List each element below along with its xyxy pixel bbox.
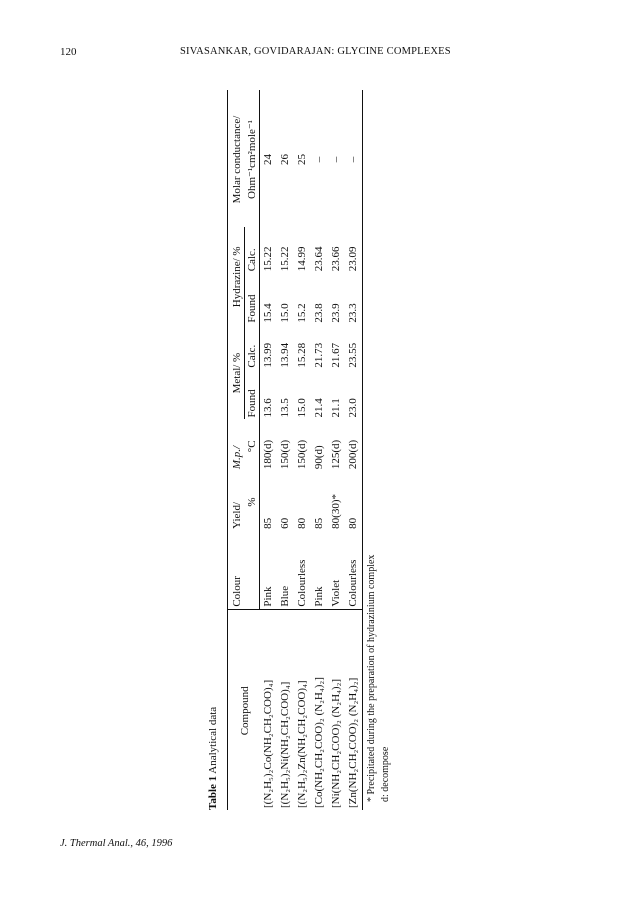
cell-metal-found: 13.6 — [262, 398, 274, 418]
cell-conductance: – — [330, 156, 342, 163]
cell-hydrazine-found: 15.0 — [279, 303, 291, 323]
subheader-metal-found: Found — [245, 370, 260, 420]
table-caption — [207, 707, 219, 810]
cell-metal-found: 21.4 — [313, 398, 325, 418]
cell-metal-calc: 21.67 — [330, 342, 342, 368]
cell-compound: [Zn(NH₂CH₂COO)₂ (N₂H₄)₂] — [345, 609, 363, 810]
header-hydrazine: Hydrazine/ % — [228, 227, 245, 325]
cell-hydrazine-found: 23.3 — [345, 273, 363, 324]
table-row — [260, 90, 278, 810]
note-precipitated: * Precipitated during the preparation of hydrazinium complex — [366, 554, 377, 802]
table-header-row — [228, 90, 245, 810]
table-row — [345, 90, 363, 810]
running-title: SIVASANKAR, GOVIDARAJAN: GLYCINE COMPLEXES — [180, 46, 451, 57]
cell-colour: Colourless — [296, 559, 308, 607]
subheader-colour — [245, 531, 260, 609]
cell-mp: 150(d) — [296, 439, 308, 470]
footer-journal-citation: J. Thermal Anal., 46, 1996 — [60, 838, 173, 849]
cell-hydrazine-calc: 23.66 — [330, 246, 342, 272]
table-row — [311, 90, 328, 810]
cell-compound: [Co(NH₂CH₂COO)₂ (N₂H₄)₂] — [311, 609, 328, 810]
cell-colour: Violet — [330, 579, 342, 607]
cell-yield: 60 — [279, 517, 291, 529]
cell-hydrazine-found: 23.8 — [313, 303, 325, 323]
note-decompose: d: decompose — [380, 746, 391, 802]
subheader-hydrazine-found: Found — [245, 273, 260, 324]
cell-compound: [Ni(NH₂CH₂COO)₂ (N₂H₄)₂] — [328, 609, 345, 810]
cell-hydrazine-calc: 15.22 — [262, 246, 274, 272]
cell-metal-calc: 23.55 — [345, 325, 363, 370]
cell-hydrazine-found: 15.4 — [262, 303, 274, 323]
cell-yield: 80 — [345, 471, 363, 531]
cell-metal-calc: 15.28 — [296, 342, 308, 368]
header-colour: Colour — [228, 531, 245, 609]
cell-colour: Pink — [262, 586, 274, 607]
header-yield: Yield/ — [228, 471, 245, 531]
cell-mp: 125(d) — [330, 439, 342, 470]
cell-hydrazine-found: 15.2 — [296, 303, 308, 323]
subheader-conductance-unit: Ohm⁻¹cm²mole⁻¹ — [245, 90, 260, 227]
cell-colour: Colourless — [345, 531, 363, 609]
table-notes — [365, 555, 393, 802]
cell-metal-found: 13.5 — [279, 398, 291, 418]
header-compound: Compound — [228, 609, 260, 810]
cell-colour: Pink — [313, 586, 325, 607]
cell-compound: [(N₂H₅)₂Zn(NH₂CH₂COO)₄] — [294, 609, 311, 810]
cell-metal-found: 15.0 — [296, 398, 308, 418]
table-caption-text: Analytical data — [207, 706, 219, 774]
page-number: 120 — [60, 46, 77, 58]
subheader-metal-calc: Calc. — [245, 325, 260, 370]
analytical-data-table — [227, 90, 363, 810]
cell-yield: 80 — [296, 517, 308, 529]
cell-mp: 180(d) — [262, 439, 274, 470]
table-caption-label: Table 1 — [207, 775, 219, 810]
cell-hydrazine-calc: 23.64 — [313, 246, 325, 272]
cell-yield: 85 — [313, 517, 325, 529]
cell-conductance: 24 — [262, 154, 274, 166]
table-row — [294, 90, 311, 810]
cell-conductance: 25 — [296, 154, 308, 166]
table-body — [260, 90, 363, 810]
cell-hydrazine-calc: 15.22 — [279, 246, 291, 272]
cell-conductance: 26 — [279, 154, 291, 166]
cell-compound: [(N₂H₅)₂Co(NH₂CH₂COO)₄] — [260, 609, 278, 810]
cell-metal-calc: 13.94 — [279, 342, 291, 368]
cell-metal-calc: 13.99 — [262, 342, 274, 368]
cell-colour: Blue — [279, 585, 291, 607]
table-row — [277, 90, 294, 810]
cell-hydrazine-calc: 14.99 — [296, 246, 308, 272]
cell-conductance: – — [345, 90, 363, 227]
rotated-table-block — [207, 90, 417, 810]
subheader-yield-unit: % — [245, 471, 260, 531]
header-mp: M.p./ — [228, 420, 245, 472]
cell-compound: [(N₂H₅)₂Ni(NH₂CH₂COO)₄] — [277, 609, 294, 810]
header-conductance: Molar conductance/ — [228, 90, 245, 227]
cell-mp: 150(d) — [279, 439, 291, 470]
cell-yield: 85 — [262, 517, 274, 529]
cell-yield: 80(30)* — [330, 494, 342, 529]
cell-mp: 200(d) — [345, 420, 363, 472]
subheader-mp-unit: °C — [245, 420, 260, 472]
cell-hydrazine-calc: 23.09 — [345, 227, 363, 273]
cell-mp: 90(d) — [313, 445, 325, 470]
cell-conductance: – — [313, 156, 325, 163]
header-metal: Metal/ % — [228, 325, 245, 420]
cell-metal-found: 21.1 — [330, 398, 342, 418]
subheader-hydrazine-calc: Calc. — [245, 227, 260, 273]
cell-metal-found: 23.0 — [345, 370, 363, 420]
cell-metal-calc: 21.73 — [313, 342, 325, 368]
table-row — [328, 90, 345, 810]
cell-hydrazine-found: 23.9 — [330, 303, 342, 323]
